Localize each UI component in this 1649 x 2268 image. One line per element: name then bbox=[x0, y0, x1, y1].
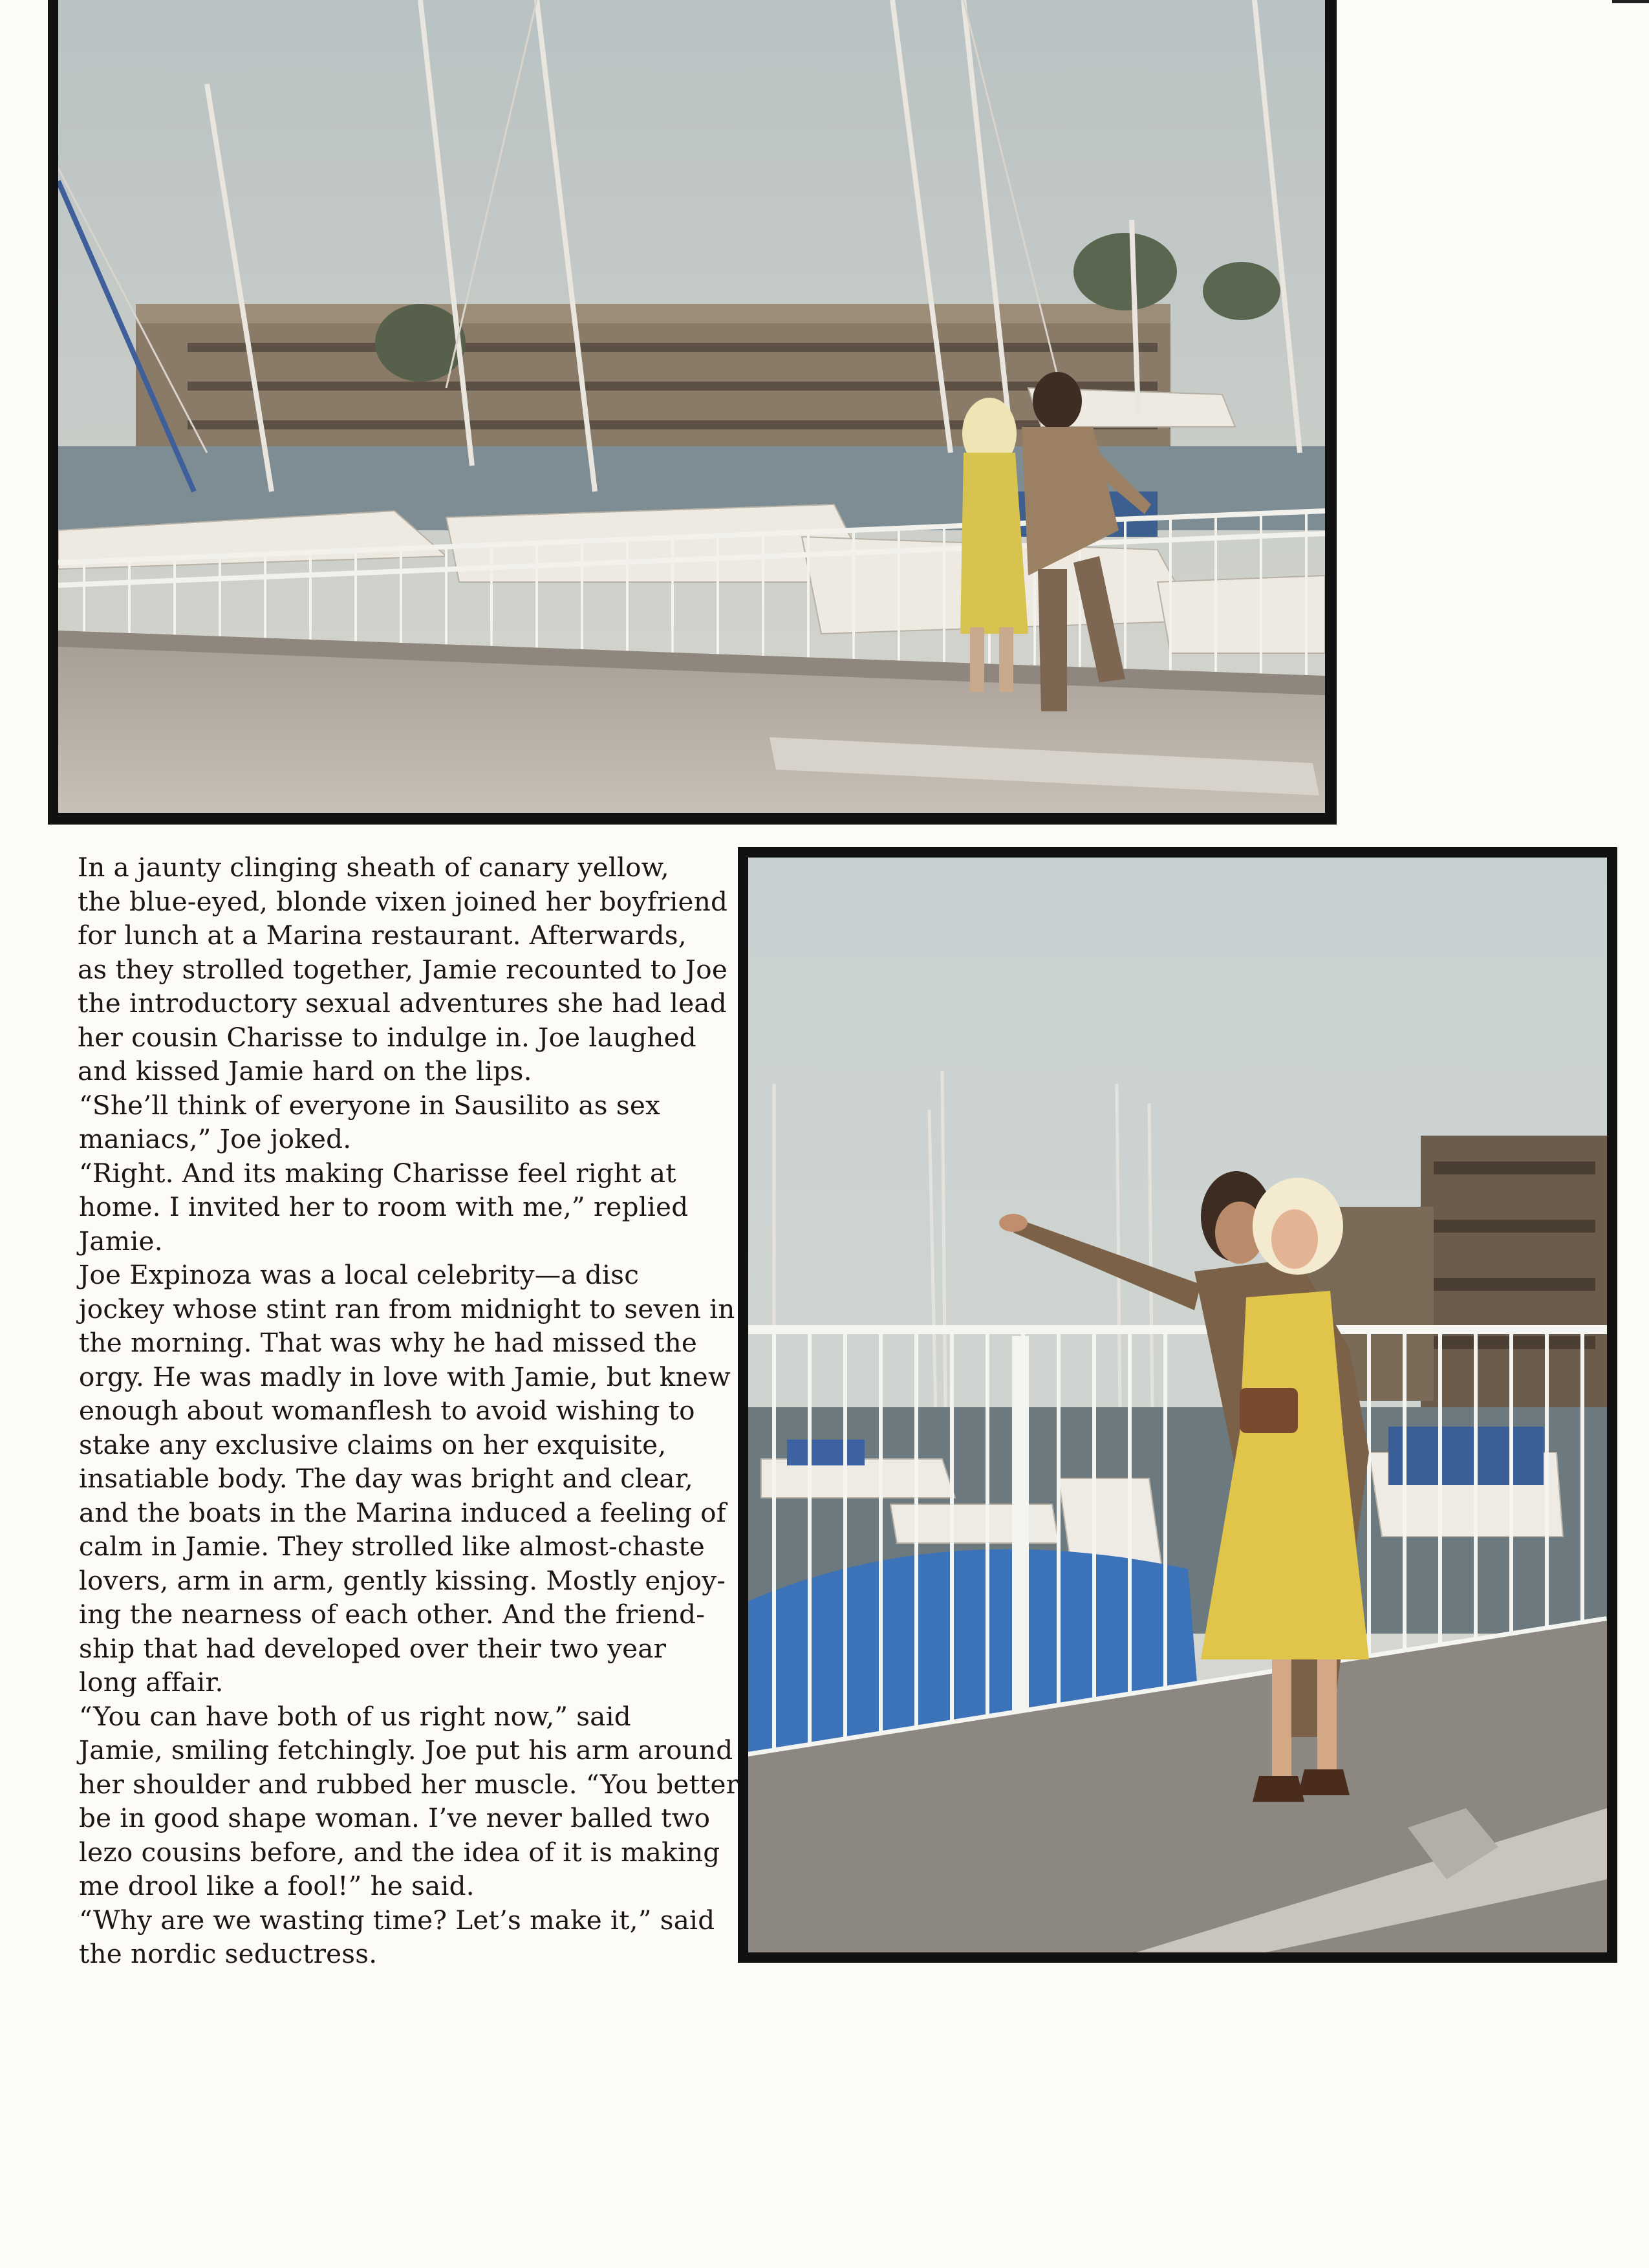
article-body bbox=[52, 850, 739, 1971]
text-line: her cousin Charisse to indulge in. Joe laughed bbox=[78, 1021, 696, 1053]
text-line: lovers, arm in arm, gently kissing. Mostly enjoy- bbox=[79, 1564, 726, 1596]
text-line: Jamie. bbox=[79, 1225, 163, 1257]
text-line: home. I invited her to room with me,” replied bbox=[79, 1191, 689, 1222]
article-paragraph-5 bbox=[52, 1700, 739, 1903]
article-paragraph-3 bbox=[52, 1156, 731, 1258]
corner-crop-mark bbox=[1612, 0, 1649, 3]
text-line: the introductory sexual adventures she had lead bbox=[78, 988, 727, 1019]
text-line: jockey whose stint ran from midnight to seven in bbox=[79, 1293, 735, 1324]
text-line: lezo cousins before, and the idea of it is making bbox=[79, 1836, 720, 1868]
text-line: ship that had developed over their two year bbox=[79, 1632, 667, 1664]
article-paragraph-1 bbox=[52, 850, 731, 1088]
text-line: Jamie, smiling fetchingly. Joe put his arm around bbox=[79, 1734, 733, 1766]
text-line: her shoulder and rubbed her muscle. “You better bbox=[79, 1768, 739, 1800]
text-line: and kissed Jamie hard on the lips. bbox=[78, 1055, 532, 1086]
photo-couple-pointing-at-marina bbox=[738, 847, 1617, 1963]
text-line: maniacs,” Joe joked. bbox=[79, 1123, 352, 1154]
text-line: ing the nearness of each other. And the friend- bbox=[79, 1599, 706, 1630]
article-paragraph-4 bbox=[52, 1258, 735, 1700]
marina-scene-bottom bbox=[748, 858, 1607, 1952]
text-line: me drool like a fool!” he said. bbox=[79, 1870, 475, 1901]
photo-couple-at-marina-railing bbox=[48, 0, 1337, 825]
text-line: “Why are we wasting time? Let’s make it,” said bbox=[79, 1904, 715, 1936]
text-line: “She’ll think of everyone in Sausilito as sex bbox=[79, 1089, 661, 1121]
text-line: calm in Jamie. They strolled like almost-chaste bbox=[79, 1531, 705, 1562]
text-line: the morning. That was why he had missed the bbox=[79, 1327, 698, 1358]
text-line: stake any exclusive claims on her exquisite, bbox=[79, 1429, 667, 1460]
text-line: and the boats in the Marina induced a feeling of bbox=[79, 1496, 726, 1528]
text-line: the blue-eyed, blonde vixen joined her boyfriend bbox=[78, 885, 728, 917]
text-line: the nordic seductress. bbox=[79, 1938, 378, 1969]
text-line: orgy. He was madly in love with Jamie, but knew bbox=[79, 1361, 731, 1392]
text-line: be in good shape woman. I’ve never balled two bbox=[79, 1802, 711, 1833]
article-paragraph-6 bbox=[52, 1903, 731, 1971]
marina-scene-top bbox=[58, 0, 1325, 813]
text-line: long affair. bbox=[79, 1667, 224, 1698]
text-line: Joe Expinoza was a local celebrity—a disc bbox=[79, 1259, 640, 1290]
text-line: “You can have both of us right now,” said bbox=[79, 1700, 631, 1732]
text-line: “Right. And its making Charisse feel right at bbox=[79, 1157, 676, 1189]
text-line: for lunch at a Marina restaurant. Afterwards, bbox=[78, 920, 687, 951]
text-line: as they strolled together, Jamie recounted to Joe bbox=[78, 953, 727, 985]
text-line: In a jaunty clinging sheath of canary yellow, bbox=[78, 852, 669, 883]
text-line: insatiable body. The day was bright and clear, bbox=[79, 1463, 693, 1494]
article-paragraph-2 bbox=[52, 1088, 731, 1156]
text-line: enough about womanflesh to avoid wishing to bbox=[79, 1395, 695, 1426]
